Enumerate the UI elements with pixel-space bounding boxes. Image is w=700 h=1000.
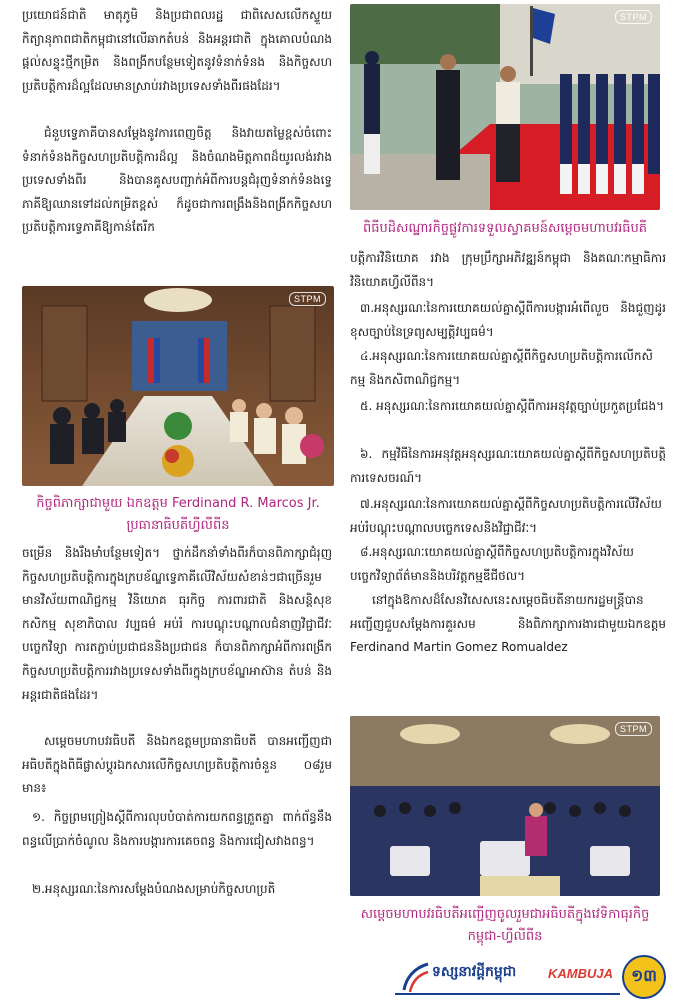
item-8: ៨.អនុស្សរណៈយោគយល់គ្នាស្ដីពីកិច្ចសហប្រតិបត្តិការក្នុងវិស័យបច្ចេកវិទ្យាព័ត៌មាននិងបរិវត្តកម្មឌីជីថល។ [350, 545, 634, 583]
left-column-top [22, 4, 332, 272]
paragraph-romualdez: នៅក្នុងឱកាសដ៏សែនវិសេសនេះសម្ដេចធិបតីនាយករដ្ឋមន្ត្រីបានអញ្ជើញជួបសម្ដែងការគួរសម និងពិភាក្សាការងារជាមួយឯកឧត្តម Ferdinand Martin Gomez Romualdez [350, 593, 666, 655]
magazine-brand: KAMBUJA [548, 966, 613, 981]
business-forum-photo [350, 716, 660, 896]
welcome-ceremony-photo [350, 4, 660, 210]
business-forum-caption [350, 904, 660, 948]
meeting-caption [22, 493, 334, 537]
page-number-badge: ១៣ [622, 955, 666, 999]
business-forum-image [350, 716, 660, 896]
paragraph-bilateral: ជំនួបទ្វេភាគីបានសម្ដែងនូវការពេញចិត្ត និងវាយតម្លៃខ្ពស់ចំពោះទំនាក់ទំនងកិច្ចសហប្រតិបត្តិការដ៏ល្អ និងចំណងមិត្តភាពដ៏យូរលង់រវាងប្រទេសទាំងពីរ និងបានគូសបញ្ជាក់អំពីការបន្តជំរុញទំនាក់ទំនងទ្វេភាគីឱ្យឈានទៅដល់កម្រិតខ្ពស់ ក៏ដូចជាការពង្រឹងនិងពង្រីកកិច្ចសហប្រតិបត្តិការទ្វេភាគីឱ្យកាន់តែរីក [22, 126, 332, 235]
left-column-bottom [22, 542, 332, 902]
item-4: ៤.អនុស្សរណៈនៃការយោគយល់គ្នាស្ដីពីកិច្ចសហប្រតិបត្តិការលើកសិកម្ម និងកសិពាណិជ្ជកម្ម។ [350, 349, 653, 387]
item-6: ៦. កម្មវិធីនៃការអនុវត្តអនុស្សរណៈយោគយល់គ្នាស្ដីពីកិច្ចសហប្រតិបត្តិការទេសចរណ៍។ [350, 447, 666, 485]
paragraph-ceremony: សម្ដេចមហាបវរធិបតី និងឯកឧត្តមប្រធានាធិបតី បានអញ្ជើញជាអធិបតីក្នុងពិធីផ្លាស់ប្ដូរឯកសារលើកិច្ចសហប្រតិបត្តិការចំនួន ០៨រួមមាន៖ [22, 734, 332, 796]
meeting-caption-line1: កិច្ចពិភាក្សាជាមួយ ឯកឧត្តម Ferdinand R. Marcos Jr. [36, 496, 320, 511]
meeting-caption-line2: ប្រធានាធិបតីហ្វីលីពីន [126, 518, 230, 533]
item-7: ៧.អនុស្សរណៈនៃការយោគយល់គ្នាស្ដីពីកិច្ចសហប្រតិបត្តិការលើវិស័យអប់រំបណ្ដុះបណ្ដាលបច្ចេកទេសនិងវិជ្ជាជីវៈ។ [350, 497, 662, 535]
business-forum-caption-line2: កម្ពុជា-ហ្វីលីពីន [467, 929, 543, 944]
magazine-title: ទស្សនាវដ្ដីកម្ពុជា [432, 964, 517, 980]
item-3: ៣.អនុស្សរណៈនៃការយោគយល់គ្នាស្ដីពីការបង្ការអំពើលួច និងជួញដូរខុសច្បាប់នៃទ្រព្យសម្បត្តិវប្បធម៌។ [350, 301, 666, 339]
paragraph-cooperation: ចម្រើន និងរឹងមាំបន្ថែមទៀត។ ថ្នាក់ដឹកនាំទាំងពីរក៏បានពិភាក្សាជំរុញកិច្ចសហប្រតិបត្តិការក្នុងក្របខ័ណ្ឌទ្វេភាគីលើវិស័យសំខាន់ៗជាច្រើនរួមមានវិស័យពាណិជ្ជកម្ម វិនិយោគ ធុរកិច្ច ការពារជាតិ និងសន្តិសុខ កសិកម្ម សុខាភិបាល វប្បធម៌ អប់រំ ការបណ្តុះបណ្តាលជំនាញវិជ្ជាជីវៈ បច្ចេកវិទ្យា ការតភ្ជាប់ប្រជាជននិងប្រជាជន ក៏បានពិភាក្សាអំពីការពង្រីកកិច្ចសហប្រតិបត្តិការរវាងប្រទេសទាំងពីរក្នុងក្របខ័ណ្ឌអាស៊ាន តំបន់ និងអន្តរជាតិផងដែរ។ [22, 546, 332, 702]
item-2-end: បត្តិការវិនិយោគ រវាង ក្រុមប្រឹក្សាអភិវឌ្ឍន៍កម្ពុជា និងគណៈកម្មាធិការវិនិយោគហ្វីលីពីន។ [350, 251, 666, 289]
guard-left [364, 51, 380, 174]
honor-guard-image [350, 4, 660, 210]
paragraph-intro: ប្រយោជន៍ជាតិ មាតុភូមិ និងប្រជាពលរដ្ឋ ជាពិសេសលើកស្ទួយកិត្យានុភាពជាតិកម្ពុជានៅលើឆាកតំបន់ និងអន្តរជាតិ ក្នុងគោលបំណងផ្ដល់សន្ទុះថ្មីកម្រិត និងពង្រីកបន្ថែមទៀតនូវទំនាក់ទំនង និងកិច្ចសហប្រតិបត្តិការដ៏ល្អដែលមានស្រាប់រវាងប្រទេសទាំងពីរផងដែរ។ [22, 8, 332, 93]
stpm-stamp: STPM [289, 292, 326, 306]
item-2-start: ២.អនុស្សរណៈនៃការសម្ដែងបំណងសម្រាប់កិច្ចសហប្រតិ [32, 882, 276, 896]
magazine-logo-icon [400, 960, 430, 994]
footer-divider [395, 993, 620, 995]
stpm-stamp: STPM [615, 10, 652, 24]
meeting-photo [22, 286, 334, 486]
stpm-stamp: STPM [615, 722, 652, 736]
item-1: ១. កិច្ចព្រមព្រៀងស្ដីពីការលុបបំបាត់ការយកពន្ធត្រួតគ្នា ពាក់ព័ន្ធនឹងពន្ធលើប្រាក់ចំណូល និងការបង្ការការគេចពន្ធ និងការជៀសវាងពន្ធ។ [22, 810, 332, 848]
welcome-caption: ពិធីបដិសណ្ឋារកិច្ចផ្លូវការទទួលស្វាគមន៍សម្ដេចមហាបវរធិបតី [362, 221, 648, 236]
right-column-text [350, 247, 666, 661]
item-5: ៥. អនុស្សរណៈនៃការយោគយល់គ្នាស្ដីពីការអនុវត្តច្បាប់ប្រកួតប្រជែង។ [360, 399, 665, 413]
business-forum-caption-line1: សម្ដេចមហាបវរធិបតីអញ្ជើញចូលរួមជាអធិបតីក្នុងវេទិកាធុរកិច្ច [360, 907, 650, 922]
meeting-room-image [22, 286, 334, 486]
